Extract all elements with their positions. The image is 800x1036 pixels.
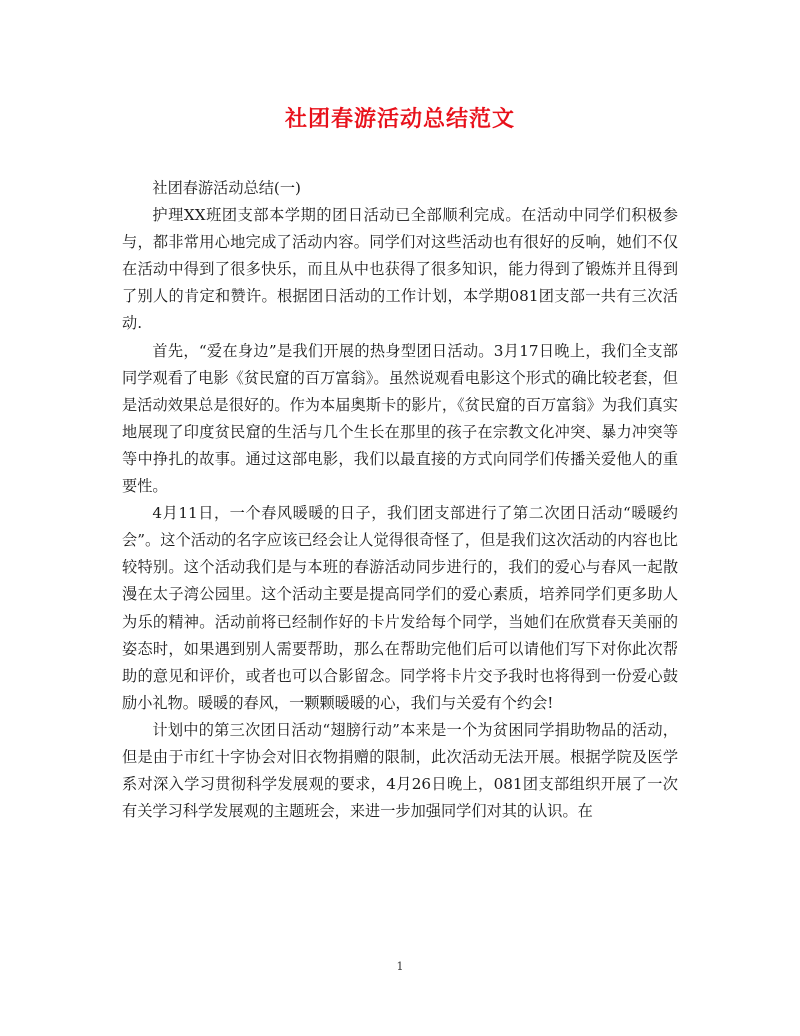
document-title: 社团春游活动总结范文 — [284, 106, 515, 132]
body-paragraph: 计划中的第三次团日活动“翅膀行动”本来是一个为贫困同学捐助物品的活动，但是由于市红十字协会对旧衣物捐赠的限制，此次活动无法开展。根据学院及医学系对深入学习贯彻科学发展观的要求，4月26日晚上，081团支部组织开展了一次有关学习科学发展观的主题班会，来进一步加强同学们对其的认识。在 — [122, 720, 678, 821]
body-paragraph: 首先，“爱在身边”是我们开展的热身型团日活动。3月17日晚上，我们全支部同学观看了电影《贫民窟的百万富翁》。虽然说观看电影这个形式的确比较老套，但是活动效果总是很好的。作为本届奥斯卡的影片，《贫民窟的百万富翁》为我们真实地展现了印度贫民窟的生活与几个生长在那里的孩子在宗教文化冲突、暴力冲突等等中挣扎的故事。通过这部电影，我们以最直接的方式向同学们传播关爱他人的重要性。 — [122, 341, 678, 496]
page-number: 1 — [396, 960, 404, 973]
body-paragraph: 护理XX班团支部本学期的团日活动已全部顺利完成。在活动中同学们积极参与，都非常用心地完成了活动内容。同学们对这些活动也有很好的反响，她们不仅在活动中得到了很多快乐，而且从中也获得了很多知识，能力得到了锻炼并且得到了别人的肯定和赞许。根据团日活动的工作计划，本学期081团支部一共有三次活动. — [122, 206, 678, 333]
section-heading: 社团春游活动总结(一) — [152, 179, 301, 197]
body-paragraph: 4月11日，一个春风暖暖的日子，我们团支部进行了第二次团日活动“暖暖约会”。这个活动的名字应该已经会让人觉得很奇怪了，但是我们这次活动的内容也比较特别。这个活动我们是与本班的春游活动同步进行的，我们的爱心与春风一起散漫在太子湾公园里。这个活动主要是提高同学们的爱心素质，培养同学们更多助人为乐的精神。活动前将已经制作好的卡片发给每个同学，当她们在欣赏春天美丽的姿态时，如果遇到别人需要帮助，那么在帮助完他们后可以请他们写下对你此次帮助的意见和评价，或者也可以合影留念。同学将卡片交予我时也将得到一份爱心鼓励小礼物。暖暖的春风，一颗颗暖暖的心，我们与关爱有个约会! — [122, 504, 678, 712]
document-body — [122, 175, 678, 825]
